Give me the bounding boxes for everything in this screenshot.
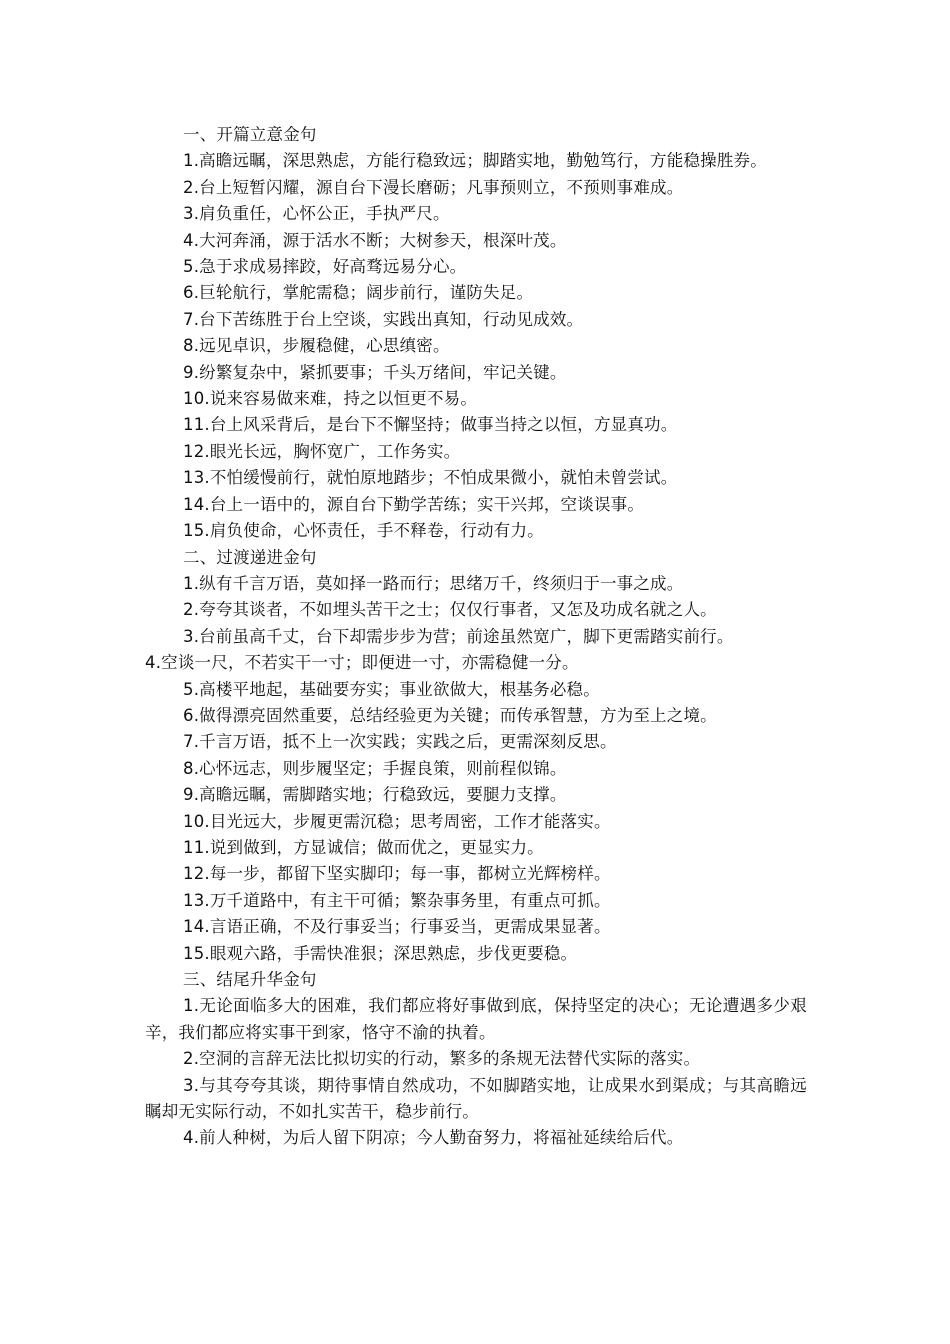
list-item: 9.纷繁复杂中，紧抓要事；千头万绪间，牢记关键。 xyxy=(183,362,567,382)
section-heading-opening: 一、开篇立意金句 xyxy=(183,125,317,144)
list-item: 8.心怀远志，则步履坚定；手握良策，则前程似锦。 xyxy=(183,758,567,778)
list-item: 2.空洞的言辞无法比拟切实的行动，繁多的条规无法替代实际的落实。 xyxy=(183,1049,701,1069)
list-item: 15.肩负使命，心怀责任，手不释卷，行动有力。 xyxy=(183,521,544,541)
list-item: 7.千言万语，抵不上一次实践；实践之后，更需深刻反思。 xyxy=(183,732,617,752)
list-item: 11.说到做到，方显诚信；做而优之，更显实力。 xyxy=(183,837,544,857)
list-item: 2.台上短暂闪耀，源自台下漫长磨砺；凡事预则立，不预则事难成。 xyxy=(183,177,684,197)
list-item: 1.纵有千言万语，莫如择一路而行；思绪万千，终须归于一事之成。 xyxy=(183,573,684,593)
list-item: 1.高瞻远瞩，深思熟虑，方能行稳致远；脚踏实地，勤勉笃行，方能稳操胜券。 xyxy=(183,151,767,171)
list-item: 3.台前虽高千丈，台下却需步步为营；前途虽然宽广，脚下更需踏实前行。 xyxy=(183,626,734,646)
list-item: 14.言语正确，不及行事妥当；行事妥当，更需成果显著。 xyxy=(183,917,611,937)
list-item: 6.巨轮航行，掌舵需稳；阔步前行，谨防失足。 xyxy=(183,283,534,303)
list-item: 3.肩负重任，心怀公正，手执严尺。 xyxy=(183,204,450,224)
list-item: 1.无论面临多大的困难，我们都应将好事做到底，保持坚定的决心；无论遭遇多少艰辛，我们都应将实事干到家，恪守不渝的执着。 xyxy=(145,996,807,1042)
list-item: 4.空谈一尺，不若实干一寸；即便进一寸，亦需稳健一分。 xyxy=(145,653,579,673)
list-item: 5.高楼平地起，基础要夯实；事业欲做大，根基务必稳。 xyxy=(183,679,600,699)
section-heading-conclusion: 三、结尾升华金句 xyxy=(183,970,317,989)
document-body xyxy=(145,122,807,1152)
section-heading-transition: 二、过渡递进金句 xyxy=(183,547,317,567)
list-item: 15.眼观六路，手需快准狠；深思熟虑，步伐更要稳。 xyxy=(183,943,578,963)
list-item: 11.台上风采背后，是台下不懈坚持；做事当持之以恒，方显真功。 xyxy=(183,415,678,435)
list-item: 2.夸夸其谈者，不如埋头苦干之士；仅仅行事者，又怎及功成名就之人。 xyxy=(183,600,717,620)
list-item: 12.每一步，都留下坚实脚印；每一事，都树立光辉榜样。 xyxy=(183,864,611,884)
list-item: 13.不怕缓慢前行，就怕原地踏步；不怕成果微小，就怕未曾尝试。 xyxy=(183,468,678,488)
list-item: 10.目光远大，步履更需沉稳；思考周密，工作才能落实。 xyxy=(183,811,611,831)
list-item: 10.说来容易做来难，持之以恒更不易。 xyxy=(183,389,478,409)
list-item: 4.大河奔涌，源于活水不断；大树参天，根深叶茂。 xyxy=(183,230,567,250)
list-item: 8.远见卓识，步履稳健，心思缜密。 xyxy=(183,336,450,356)
list-item: 3.与其夸夸其谈，期待事情自然成功，不如脚踏实地，让成果水到渠成；与其高瞻远瞩却无实际行动，不如扎实苦干，稳步前行。 xyxy=(145,1075,807,1122)
list-item: 6.做得漂亮固然重要，总结经验更为关键；而传承智慧，方为至上之境。 xyxy=(183,705,717,725)
list-item: 5.急于求成易摔跤，好高骛远易分心。 xyxy=(183,257,467,277)
list-item: 4.前人种树，为后人留下阴凉；今人勤奋努力，将福祉延续给后代。 xyxy=(183,1128,684,1148)
list-item: 14.台上一语中的，源自台下勤学苦练；实干兴邦，空谈误事。 xyxy=(183,494,645,514)
list-item: 7.台下苦练胜于台上空谈，实践出真知，行动见成效。 xyxy=(183,309,584,329)
list-item: 13.万千道路中，有主干可循；繁杂事务里，有重点可抓。 xyxy=(183,890,611,910)
list-item: 12.眼光长远，胸怀宽广，工作务实。 xyxy=(183,441,461,461)
list-item: 9.高瞻远瞩，需脚踏实地；行稳致远，要腿力支撑。 xyxy=(183,785,567,805)
